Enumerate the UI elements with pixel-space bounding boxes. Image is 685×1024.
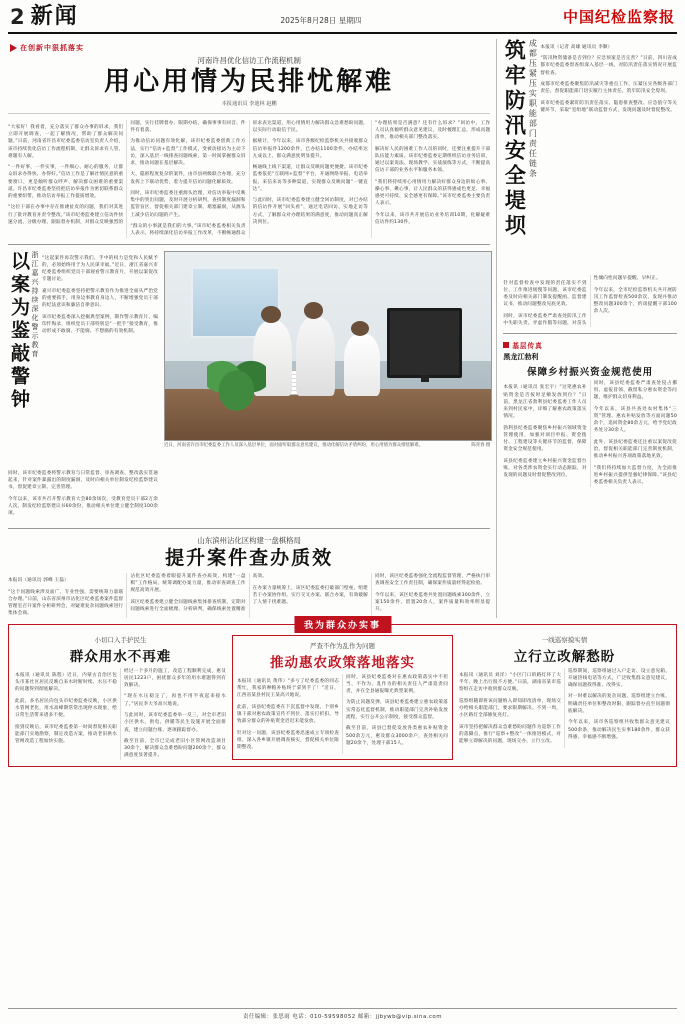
paragraph: “现在水压稳定了，再也不用半夜起来接水了。”居民李大爷高兴地说。 bbox=[124, 694, 226, 707]
paragraph: “办理结果是否满意？还有什么诉求？”回访中，工作人员认真倾听群众意见建议，及时梳理汇总，形成问题清单，推动相关部门整改落实。 bbox=[374, 120, 491, 140]
paragraph: 截至目前，该县已督促发放各类惠农补贴资金500余万元，惠及群众3000余户，查处相关问题20余个，处理干部15人。 bbox=[346, 726, 448, 746]
paragraph: “防汛物资储备是否到位？应急预案是否完善？”日前，四川省成都市纪委监委督查组深入基层一线，对防汛责任落实情况开展监督检查。 bbox=[540, 56, 677, 76]
paragraph: 同时，该市纪委监委注重源头治理，对信访举报中反映集中的突出问题，及时开展分析研判，查找制度漏洞和监管盲区，督促相关部门建章立制、堵塞漏洞，从源头上减少信访问题的产生。 bbox=[130, 191, 246, 218]
section-label-basic bbox=[503, 340, 677, 350]
lead-body bbox=[8, 120, 490, 238]
paragraph: 同时，该县纪委监委对在惠农政策落实中不担当、不作为、乱作为的相关责任人严肃追责问责，并在全县通报曝光典型案例。 bbox=[346, 674, 448, 694]
zhejiang-kicker: 浙江嘉兴持续深化警示教育 bbox=[30, 250, 39, 359]
second-headline: 提升案件查办质效 bbox=[165, 546, 334, 569]
zhejiang-body-cont bbox=[8, 470, 158, 517]
paragraph: 此前，该县纪委监委在下沉监督中发现，个别乡镇干部对惠农政策宣传不到位、落实打折扣，导致部分群众的补贴资金迟迟未能发放。 bbox=[237, 705, 339, 725]
paragraph: 该县纪委监委建立乡村振兴资金监督台账，对各类涉农资金实行动态跟踪，对发现的问题及时督促整改到位。 bbox=[503, 458, 587, 478]
paragraph: 同时，该区纪委监委强化全流程监督管理，严格执行审查调查安全工作责任制，确保案件质量经得起检验。 bbox=[374, 573, 491, 586]
paragraph: 该市纪委监委深入挖掘典型案例，制作警示教育片、编印忏悔录，组织党员干部特别是“一把手”接受教育，推动形成不敢腐、不能腐、不想腐的有效机制。 bbox=[41, 315, 158, 335]
second-kicker: 山东滨州沾化区构建一盘棋格局 bbox=[197, 535, 301, 545]
paragraph: 该区纪委监委建立健全问题线索集体排查机制，定期对问题线索进行全面梳理、分析研判，确保线索处置精准高效。 bbox=[130, 573, 268, 612]
feature-headline: 推动惠农政策落地落实 bbox=[270, 654, 415, 671]
zhejiang-title: 以案为鉴敲警钟 bbox=[7, 250, 30, 412]
page-body bbox=[8, 39, 677, 618]
page-footer: 责任编辑：张思雨 电话：010-59598052 邮箱：jjbywb@vip.sina.com bbox=[8, 1008, 677, 1020]
paragraph: “群众的小事就是我们的大事。”该市纪委监委相关负责人表示，将持续深化信访举报工作改革，不断畅通群众诉求表达渠道，用心用情用力解决群众急难愁盼问题，以实际行动取信于民。 bbox=[130, 120, 368, 237]
flag-triangle-icon bbox=[10, 44, 17, 52]
paragraph: 成都市纪委监委聚焦防汛减灾等重点工作，压紧压实各级各部门责任，督促职能部门切实履行主体责任，筑牢防汛安全堤坝。 bbox=[540, 82, 677, 95]
paragraph: 巡察组随即将该问题纳入即知即改清单，现场交办给相关职能部门，要求限期解决。不到一周，小区路灯全部修复亮灯。 bbox=[459, 699, 561, 719]
paragraph: 大、隐匿程度复杂的案件，由市县两级联合办理，充分发挥上下联动优势，着力提升信访问题化解质效。 bbox=[130, 172, 246, 185]
paragraph: 勃利县纪委监委聚焦乡村振兴领域资金管理使用，加强对项目申报、资金拨付、工程建设等关键环节的监督，保障资金安全规范使用。 bbox=[503, 425, 587, 452]
paragraph: 为防止问题反弹，该县纪委监委建立惠农政策落实常态化监督机制，推动职能部门完善补贴发放流程，实行公开公示制度，接受群众监督。 bbox=[346, 700, 448, 720]
paragraph: “我们将持续加大监督力度，为全面推进乡村振兴提供坚强纪律保障。”该县纪委监委相关负责人表示。 bbox=[593, 465, 677, 485]
photo-person bbox=[344, 334, 380, 396]
byline: 本报讯（通讯员 郭峰 王磊） bbox=[8, 578, 69, 584]
photo-credit: 陈青春 摄 bbox=[471, 442, 491, 448]
feature-headline: 群众用水不再难 bbox=[69, 648, 172, 665]
paragraph: “我们将持续用心用情用力解决好群众身边的烦心事、操心事、揪心事，让人民群众的获得感成色更足、幸福感更可持续、安全感更有保障。”该市纪委监委主要负责人表示。 bbox=[374, 179, 491, 206]
right-column bbox=[496, 39, 677, 618]
region-label: 黑龙江勃利 bbox=[503, 352, 539, 361]
feature-column-1 bbox=[15, 635, 226, 760]
photo-caption bbox=[164, 443, 490, 450]
masthead bbox=[8, 0, 677, 34]
photo-person-head bbox=[261, 306, 281, 323]
feature-column-3 bbox=[459, 635, 670, 760]
lead-byline: 本报通讯员 李迪林 赵鹏 bbox=[221, 100, 277, 107]
paragraph: 本报讯（通讯员 黄伟）“多亏了纪委监委的同志帮忙，我家的种粮补贴终于拿到手了！”近日，江西省某县村民王某高兴地说。 bbox=[237, 679, 339, 699]
paragraph: 今年以来，该县共查处农村集体“三资”管理、惠农补贴发放等方面问题50余个，追回资金80余万元，给予党纪政务处分30余人。 bbox=[593, 406, 677, 434]
feature-body bbox=[237, 674, 448, 754]
divider bbox=[8, 528, 490, 529]
square-icon bbox=[503, 342, 509, 348]
paragraph: “一件好事，一件实事，一件细心、耐心的服务，让群众诉求办得快、办得好。”信访工作是了解社情民意的重要窗口，更是倾听群众呼声、解决群众困难的重要渠道。许昌市纪委监委坚持把信访举报作为密切联系群众的重要纽带，推动信访举报工作提质增效。 bbox=[8, 165, 124, 199]
paragraph: 为推动信访问题有效化解，该市纪委监委创新工作方法，实行“信访+监督”工作模式，变被动接访为主动下访，深入基层一线排查问题线索，第一时间掌握群众诉求，推动问题在基层解决。 bbox=[130, 139, 246, 166]
lead-flag-label: 在创新中狠抓落实 bbox=[20, 44, 84, 52]
paragraph: 今年以来，该市共开展信访业务培训10期，化解疑难信访件约130件。 bbox=[374, 212, 491, 225]
divider bbox=[8, 113, 490, 114]
zhejiang-headline-block bbox=[8, 251, 158, 466]
photo-person-head bbox=[351, 321, 369, 336]
zhejiang-story bbox=[8, 251, 158, 522]
paragraph: 本报讯（通讯员 张宏宇）“这笔惠农补贴资金是否按时足额发放到位？”日前，黑龙江省勃利县纪委监委工作人员来到村民家中，详细了解惠农政策落实情况。 bbox=[503, 385, 587, 419]
feature-body bbox=[459, 668, 670, 748]
feature-kicker: 严查不作为乱作为问题 bbox=[310, 641, 375, 650]
feature-kicker: 小切口入手护民生 bbox=[94, 635, 147, 644]
paragraph: 针对这一问题，该县纪委监委迅速成立专项检查组，深入各乡镇开展调查核实，督促相关单位限期整改。 bbox=[237, 731, 339, 751]
chengdu-body-top bbox=[540, 39, 677, 271]
paragraph: 今年以来，该区纪委监委共处置问题线索300余件，立案150余件，留置20余人，案件质量和效率明显提升。 bbox=[374, 592, 491, 612]
news-photo bbox=[164, 251, 492, 441]
paragraph: 解决好人民的困难工作人员的同时，还要注重提升干部队伍能力素质。该市纪委监委定期组织信访业务培训，通过以案说法、现场教学、实战演练等方式，不断提高信访干部的业务水平和服务本领。 bbox=[374, 146, 491, 173]
feature-box bbox=[8, 620, 677, 767]
feature-kicker: 一线巡察摸实情 bbox=[541, 635, 588, 644]
paragraph: 与此同时，该市纪委监委举一反三，对全市老旧小区供水、供电、供暖等民生设施开展全面排查，建立问题台账，逐项跟踪督办。 bbox=[124, 713, 226, 733]
paper-name: 中国纪检监察报 bbox=[562, 8, 675, 26]
second-body bbox=[8, 573, 490, 618]
paragraph: 对一时难以解决的复杂问题，巡察组建立台账，明确责任单位和整改时限，跟踪督办直至问题彻底解决。 bbox=[568, 694, 670, 714]
page-number: 2 bbox=[10, 5, 25, 29]
lead-kicker: 河南许昌优化信访工作流程机制 bbox=[197, 56, 301, 65]
section-label-text: 基层传真 bbox=[512, 341, 543, 350]
feature-headline: 立行立改解愁盼 bbox=[513, 648, 616, 665]
paragraph: 在办案力量统筹上，该区纪委监委打破部门壁垒，组建若干办案协作组，实行交叉办案、联合办案，有效破解了人情干扰难题。 bbox=[252, 585, 368, 605]
paragraph: 嘉兴市纪委监委坚持把警示教育作为推进全面从严治党的重要抓手，用身边事教育身边人，不断增强党员干部的纪法意识和廉洁自律意识。 bbox=[41, 289, 158, 309]
lead-headline: 用心用情为民排忧解难 bbox=[104, 67, 395, 97]
paragraph: 该市坚持把解决群众急难愁盼问题作为巡察工作的落脚点，推行“巡察+整改”一体推进模式，对能够立即解决的问题，现场交办、立行立改。 bbox=[459, 725, 561, 745]
photo-person bbox=[296, 317, 335, 396]
paragraph: 畅通线上线下渠道，让群众反映问题更便捷。该市纪委监委依托“互联网+监督”平台，开通网络举报、电话举报、来信来访等多种渠道，实现群众反映问题“一键直达”。 bbox=[252, 165, 368, 192]
section-name: 新闻 bbox=[30, 4, 79, 29]
feature-column-2 bbox=[232, 635, 453, 760]
byline: 本报讯（记者 高雄 通讯员 李顺） bbox=[540, 44, 613, 50]
paragraph: 同时，该市纪委监委将警示教育与日常监督、审查调查、整改落实贯通起来，针对案件暴露出的制度漏洞，及时向相关单位制发纪检监察建议书，督促建章立制、完善管理。 bbox=[8, 471, 158, 491]
paragraph: 此前，多名居民向包头市纪委监委反映，小区供水管网老化，用水高峰期常常出现停水现象，给日常生活带来诸多不便。 bbox=[15, 699, 117, 719]
paragraph: 沾化区纪委监委着眼提升案件查办质效，构建“一盘棋”工作格局，统筹调配办案力量，推动审查调查工作规范高效开展。 bbox=[130, 573, 246, 594]
feature-body bbox=[15, 668, 226, 760]
chengdu-headline-block bbox=[503, 39, 677, 271]
zhejiang-body bbox=[42, 251, 158, 340]
divider bbox=[503, 333, 677, 334]
paragraph: 今年以来，该市共召开警示教育大会80余场次，受教育党员干部2万余人次，制发纪检监察建议书60余份，推动相关单位建立健全制度100余项。 bbox=[8, 497, 158, 517]
paragraph: 巡察期间，巡察组通过入户走访、设立意见箱、开通热线电话等方式，广泛收集群众意见建议，确保问题找得准、改得实。 bbox=[568, 668, 670, 688]
paragraph: 据统计，今年以来，该市各级纪检监察机关共接收群众信访举报件1200余件，已办结1100余件，办结率达九成以上，群众满意度明显提升。 bbox=[252, 139, 368, 159]
date-line: 2025年8月28日 星期四 bbox=[280, 16, 362, 25]
masthead-left bbox=[10, 6, 79, 28]
chengdu-body-bottom bbox=[503, 275, 677, 327]
paragraph: 同时，该县纪委监委严肃查处侵占挪用、虚报冒领、截留私分惠农资金等问题，维护群众切身利益。 bbox=[593, 380, 677, 401]
divider bbox=[8, 244, 490, 245]
paragraph: “这位干部在办事中存在推诿扯皮的问题，我们对其进行了批评教育并责令整改。”该市纪委监委建立信访件快速分流、分级办理、跟踪督办机制，对群众反映强烈的问题，实行挂牌督办、限期办结，确保事事有回音、件件有着落。 bbox=[8, 120, 246, 225]
photo-block bbox=[164, 251, 490, 522]
paragraph: “大家好！我看着，充分落实了群众办事的诉求，我们立即开展调查，一起了解情况，帮助了群众解决问题。”日前，河南省许昌市纪委监委信访室负责人介绍，该市持续优化信访工作流程机制，让群众诉求有人管、难题有人解。 bbox=[8, 125, 124, 159]
paragraph: 经过一个多月的施工，改造工程顺利完成，惠及居民1223户，困扰群众多年的用水难题得到有效解决。 bbox=[124, 668, 226, 688]
paragraph: 此外，该县纪委监委还注重以案促改促治，督促相关职能部门完善制度机制，推动乡村振兴各项政策落地见效。 bbox=[593, 439, 677, 460]
chengdu-subtitle: 成都压紧压实职能部门责任链条 bbox=[528, 39, 538, 179]
paragraph: 与此同时，该市纪委监委建立健全回访制度，对已办结的信访件开展“回头看”，通过电话回访、实地走访等方式，了解群众对办理结果的满意度，推动问题真正解决到位。 bbox=[252, 198, 368, 225]
paragraph: “这起案件再次警示我们，手中的权力是党和人民赋予的，必须始终用于为人民谋幸福。”近日，浙江省嘉兴市纪委监委组织党员干部观看警示教育片，开展以案促改专题讨论。 bbox=[41, 256, 158, 283]
paragraph: 本报讯（通讯员 陈程）近日，内蒙古自治区包头市某社区居民反映自来水时断时续、水压不稳的问题得到彻底解决。 bbox=[15, 673, 117, 693]
paragraph: 同时，该市纪委监委严肃查处防汛工作中失职失责、弄虚作假等问题，对苗头性倾向性问题早提醒、早纠正。 bbox=[503, 276, 661, 326]
chengdu-title: 筑牢防汛安全堤坝 bbox=[502, 39, 527, 239]
main-column bbox=[8, 39, 490, 618]
paragraph: 截至目前，全市已完成老旧小区管网改造项目30余个，解决群众急难愁盼问题200余个，群众满意度显著提升。 bbox=[124, 739, 226, 759]
heilongjiang-headline: 保障乡村振兴资金规范使用 bbox=[527, 366, 654, 378]
paragraph: 本报讯（通讯员 刘洋）“小区门口的路灯坏了大半年，晚上出行很不方便。”日前，湖南省某市巡察组在走访中收到群众反映。 bbox=[459, 673, 561, 693]
feature-tab-label: 我为群众办实事 bbox=[294, 616, 391, 633]
paragraph: “这个问题线索涉及面广、专业性强，需要统筹力量联合办理。”日前，山东省滨州市沾化区纪委监委案件监督管理室召开案件分析研判会，对疑难复杂问题线索进行集体会商。 bbox=[8, 590, 124, 617]
lead-flag bbox=[10, 43, 490, 53]
photo-plant bbox=[207, 357, 266, 413]
paragraph: 针对监督检查中发现的责任落实不到位、工作推进缓慢等问题，该市纪委监委及时向相关部门制发提醒函、监督建议书，推动问题整改见底见效。 bbox=[503, 280, 587, 307]
heilongjiang-body bbox=[503, 380, 677, 487]
paragraph: 接到反映后，该市纪委监委第一时间督促相关职能部门实地勘察，制定改造方案，推动老旧供水管网改造工程加快实施。 bbox=[15, 725, 117, 745]
paragraph: 该市纪委监委紧盯防汛责任落实、隐患排查整改、应急值守等关键环节，采取“室组地”联动监督方式，发现问题及时督促整改。 bbox=[540, 101, 677, 114]
feature-columns bbox=[15, 635, 670, 760]
caption-text: 近日，河南省许昌市纪委监委工作人员深入基层单位，面对面听取群众意见建议，推动化解信访矛盾纠纷，用心用情为群众排忧解难。 bbox=[164, 442, 424, 448]
paragraph: 今年以来，该市各巡察组共收集群众意见建议500余条，推动解决民生实事180余件，群众获得感、幸福感不断增强。 bbox=[568, 720, 670, 740]
paragraph: 今年以来，全市纪检监察机关共开展防汛工作监督检查500余次，发现并推动整改问题300余个，约谈提醒干部100余人次。 bbox=[593, 287, 677, 315]
photo-monitor bbox=[387, 308, 462, 378]
